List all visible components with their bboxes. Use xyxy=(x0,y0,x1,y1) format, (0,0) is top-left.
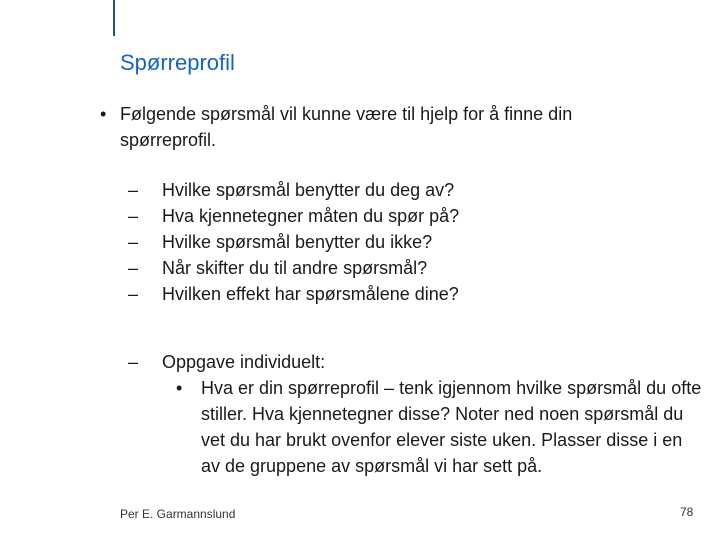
intro-text: Følgende spørsmål vil kunne være til hjelp for å finne din spørreprofil. xyxy=(120,104,573,150)
task-label: Oppgave individuelt: xyxy=(162,352,326,372)
question-text: Hvilke spørsmål benytter du ikke? xyxy=(162,232,433,252)
question-text: Hvilken effekt har spørsmålene dine? xyxy=(162,284,459,304)
dash-marker: – xyxy=(128,180,139,200)
question-text: Hvilke spørsmål benytter du deg av? xyxy=(162,180,455,200)
dash-marker: – xyxy=(128,352,139,372)
task-detail-text: Hva er din spørreprofil – tenk igjennom hvilke spørsmål du ofte stiller. Hva kjennetegner disse? Noter ned noen spørsmål du vet du har brukt ovenfor elever siste uken. Plasser disse i en av de gruppene av spørsmål vi har sett på. xyxy=(201,378,702,476)
intro-bullet xyxy=(100,101,670,153)
slide-title: Spørreprofil xyxy=(120,50,235,75)
bullet-marker: • xyxy=(100,104,107,124)
accent-line xyxy=(113,0,115,36)
dash-marker: – xyxy=(128,206,139,226)
dash-marker: – xyxy=(128,258,139,278)
dash-marker: – xyxy=(128,284,139,304)
question-text: Når skifter du til andre spørsmål? xyxy=(162,258,428,278)
bullet-marker: • xyxy=(176,378,183,398)
question-text: Hva kjennetegner måten du spør på? xyxy=(162,206,460,226)
dash-marker: – xyxy=(128,232,139,252)
page-number: 78 xyxy=(680,505,694,519)
task-detail xyxy=(176,375,706,479)
footer-author: Per E. Garmannslund xyxy=(120,507,236,521)
